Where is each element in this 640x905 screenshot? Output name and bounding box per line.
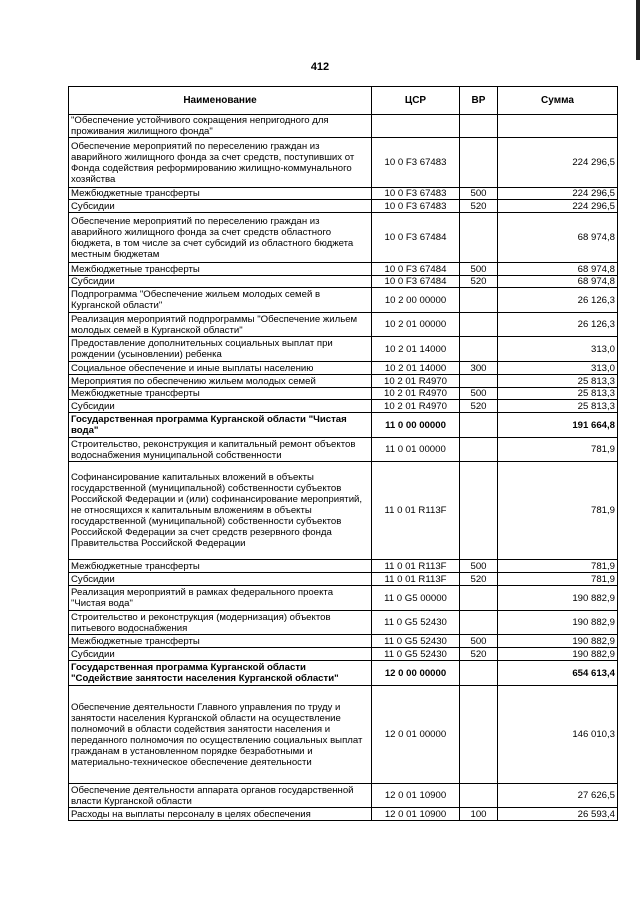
cell-vr: 520 bbox=[460, 400, 498, 413]
cell-sum: 654 613,4 bbox=[498, 661, 618, 686]
cell-vr bbox=[460, 462, 498, 560]
table-row bbox=[69, 648, 618, 661]
table-row bbox=[69, 388, 618, 400]
cell-name: Государственная программа Курганской области "Чистая вода" bbox=[69, 413, 372, 438]
cell-vr bbox=[460, 337, 498, 362]
cell-name: Субсидии bbox=[69, 200, 372, 213]
cell-sum: 146 010,3 bbox=[498, 686, 618, 784]
cell-sum: 190 882,9 bbox=[498, 611, 618, 635]
cell-vr: 520 bbox=[460, 573, 498, 586]
cell-name: Обеспечение мероприятий по переселению граждан из аварийного жилищного фонда за счет средств, поступивших от Фонда содействия реформированию жилищно-коммунального хозяйства bbox=[69, 138, 372, 188]
cell-sum: 25 813,3 bbox=[498, 375, 618, 388]
cell-sum: 190 882,9 bbox=[498, 635, 618, 648]
table-body bbox=[69, 115, 618, 821]
cell-name: Межбюджетные трансферты bbox=[69, 188, 372, 200]
table-row bbox=[69, 686, 618, 784]
cell-vr: 520 bbox=[460, 200, 498, 213]
table-row bbox=[69, 313, 618, 337]
table-row bbox=[69, 661, 618, 686]
cell-csr: 11 0 G5 52430 bbox=[372, 635, 460, 648]
cell-csr: 10 2 01 14000 bbox=[372, 362, 460, 375]
cell-name: Реализация мероприятий в рамках федерального проекта "Чистая вода" bbox=[69, 586, 372, 611]
cell-sum: 190 882,9 bbox=[498, 586, 618, 611]
table-row bbox=[69, 400, 618, 413]
cell-name: Расходы на выплаты персоналу в целях обеспечения bbox=[69, 808, 372, 821]
cell-name: Обеспечение мероприятий по переселению граждан из аварийного жилищного фонда за счет средств областного бюджета, в том числе за счет субсидий из областного бюджета местным бюджетам bbox=[69, 213, 372, 263]
cell-sum: 224 296,5 bbox=[498, 138, 618, 188]
cell-name: Субсидии bbox=[69, 276, 372, 288]
cell-sum: 68 974,8 bbox=[498, 276, 618, 288]
cell-vr bbox=[460, 375, 498, 388]
cell-sum: 68 974,8 bbox=[498, 263, 618, 276]
cell-csr: 11 0 01 00000 bbox=[372, 438, 460, 462]
table-row bbox=[69, 138, 618, 188]
cell-name: Межбюджетные трансферты bbox=[69, 560, 372, 573]
table-row bbox=[69, 362, 618, 375]
cell-sum: 25 813,3 bbox=[498, 388, 618, 400]
cell-sum: 781,9 bbox=[498, 573, 618, 586]
table-row bbox=[69, 375, 618, 388]
cell-vr bbox=[460, 661, 498, 686]
table-row bbox=[69, 560, 618, 573]
cell-vr: 500 bbox=[460, 388, 498, 400]
cell-vr bbox=[460, 138, 498, 188]
cell-sum: 26 126,3 bbox=[498, 313, 618, 337]
cell-vr bbox=[460, 213, 498, 263]
cell-sum: 224 296,5 bbox=[498, 200, 618, 213]
cell-csr: 12 0 01 10900 bbox=[372, 808, 460, 821]
table-row bbox=[69, 337, 618, 362]
cell-sum: 781,9 bbox=[498, 462, 618, 560]
cell-name: Обеспечение деятельности аппарата органов государственной власти Курганской области bbox=[69, 784, 372, 808]
cell-vr bbox=[460, 686, 498, 784]
cell-name: Субсидии bbox=[69, 400, 372, 413]
cell-sum: 68 974,8 bbox=[498, 213, 618, 263]
cell-sum: 27 626,5 bbox=[498, 784, 618, 808]
cell-vr bbox=[460, 586, 498, 611]
cell-csr: 10 2 01 00000 bbox=[372, 313, 460, 337]
cell-vr bbox=[460, 413, 498, 438]
cell-name: Строительство и реконструкция (модернизация) объектов питьевого водоснабжения bbox=[69, 611, 372, 635]
cell-csr: 11 0 G5 52430 bbox=[372, 648, 460, 661]
cell-vr bbox=[460, 784, 498, 808]
cell-csr: 10 0 F3 67484 bbox=[372, 263, 460, 276]
cell-csr: 11 0 00 00000 bbox=[372, 413, 460, 438]
cell-name: Реализация мероприятий подпрограммы "Обеспечение жильем молодых семей в Курганской области" bbox=[69, 313, 372, 337]
cell-name: Субсидии bbox=[69, 648, 372, 661]
cell-csr: 10 2 01 R4970 bbox=[372, 400, 460, 413]
cell-csr: 11 0 01 R113F bbox=[372, 560, 460, 573]
cell-sum: 190 882,9 bbox=[498, 648, 618, 661]
cell-csr: 10 0 F3 67484 bbox=[372, 276, 460, 288]
cell-name: "Обеспечение устойчивого сокращения непригодного для проживания жилищного фонда" bbox=[69, 115, 372, 138]
table-row bbox=[69, 188, 618, 200]
cell-sum: 313,0 bbox=[498, 337, 618, 362]
cell-sum: 26 126,3 bbox=[498, 288, 618, 313]
cell-vr bbox=[460, 115, 498, 138]
table-row bbox=[69, 586, 618, 611]
cell-csr: 10 0 F3 67483 bbox=[372, 188, 460, 200]
cell-csr: 10 0 F3 67483 bbox=[372, 200, 460, 213]
cell-name: Обеспечение деятельности Главного управления по труду и занятости населения Курганской области на осуществление полномочий в области содействия занятости населения и переданного полномочия по осуществлению социальных выплат гражданам в установленном порядке безработными и материально-техническое обеспечение деятельности bbox=[69, 686, 372, 784]
table-header-row bbox=[69, 87, 618, 115]
page-number: 412 bbox=[310, 61, 330, 73]
cell-csr: 11 0 G5 00000 bbox=[372, 586, 460, 611]
cell-name: Мероприятия по обеспечению жильем молодых семей bbox=[69, 375, 372, 388]
cell-vr bbox=[460, 313, 498, 337]
table-row bbox=[69, 438, 618, 462]
cell-csr: 11 0 G5 52430 bbox=[372, 611, 460, 635]
cell-sum bbox=[498, 115, 618, 138]
table-row bbox=[69, 784, 618, 808]
cell-sum: 191 664,8 bbox=[498, 413, 618, 438]
cell-name: Межбюджетные трансферты bbox=[69, 635, 372, 648]
cell-vr bbox=[460, 288, 498, 313]
cell-csr: 10 2 00 00000 bbox=[372, 288, 460, 313]
budget-table bbox=[68, 86, 618, 821]
header-csr: ЦСР bbox=[372, 87, 460, 115]
cell-csr: 10 2 01 R4970 bbox=[372, 388, 460, 400]
table-row bbox=[69, 573, 618, 586]
cell-name: Государственная программа Курганской области "Содействие занятости населения Курганской области" bbox=[69, 661, 372, 686]
cell-sum: 25 813,3 bbox=[498, 400, 618, 413]
cell-csr: 12 0 01 10900 bbox=[372, 784, 460, 808]
cell-name: Межбюджетные трансферты bbox=[69, 388, 372, 400]
table-row bbox=[69, 808, 618, 821]
page-edge-mark bbox=[636, 0, 640, 60]
cell-vr bbox=[460, 611, 498, 635]
cell-name: Строительство, реконструкция и капитальный ремонт объектов водоснабжения муниципальной собственности bbox=[69, 438, 372, 462]
cell-vr: 520 bbox=[460, 276, 498, 288]
cell-vr bbox=[460, 438, 498, 462]
cell-vr: 500 bbox=[460, 188, 498, 200]
cell-csr: 11 0 01 R113F bbox=[372, 462, 460, 560]
cell-name: Подпрограмма "Обеспечение жильем молодых семей в Курганской области" bbox=[69, 288, 372, 313]
cell-name: Софинансирование капитальных вложений в объекты государственной (муниципальной) собственности субъектов Российской Федерации и (или) софинансирование мероприятий, не относящихся к капитальным вложениям в объекты государственной (муниципальной) собственности субъектов Российской Федерации за счет средств резервного фонда Правительства Российской Федерации bbox=[69, 462, 372, 560]
table-row bbox=[69, 263, 618, 276]
header-sum: Сумма bbox=[498, 87, 618, 115]
table-row bbox=[69, 413, 618, 438]
table-row bbox=[69, 200, 618, 213]
cell-csr: 12 0 00 00000 bbox=[372, 661, 460, 686]
table-row bbox=[69, 462, 618, 560]
cell-csr: 10 0 F3 67484 bbox=[372, 213, 460, 263]
header-name: Наименование bbox=[69, 87, 372, 115]
cell-sum: 781,9 bbox=[498, 560, 618, 573]
header-vr: ВР bbox=[460, 87, 498, 115]
cell-csr: 10 2 01 R4970 bbox=[372, 375, 460, 388]
cell-csr: 10 2 01 14000 bbox=[372, 337, 460, 362]
cell-csr: 11 0 01 R113F bbox=[372, 573, 460, 586]
cell-sum: 313,0 bbox=[498, 362, 618, 375]
cell-vr: 500 bbox=[460, 263, 498, 276]
cell-sum: 26 593,4 bbox=[498, 808, 618, 821]
cell-vr: 500 bbox=[460, 560, 498, 573]
cell-name: Межбюджетные трансферты bbox=[69, 263, 372, 276]
cell-name: Субсидии bbox=[69, 573, 372, 586]
cell-name: Предоставление дополнительных социальных выплат при рождении (усыновлении) ребенка bbox=[69, 337, 372, 362]
cell-csr: 10 0 F3 67483 bbox=[372, 138, 460, 188]
cell-name: Социальное обеспечение и иные выплаты населению bbox=[69, 362, 372, 375]
cell-vr: 100 bbox=[460, 808, 498, 821]
table-row bbox=[69, 611, 618, 635]
cell-vr: 500 bbox=[460, 635, 498, 648]
table-row bbox=[69, 213, 618, 263]
cell-csr bbox=[372, 115, 460, 138]
table-row bbox=[69, 115, 618, 138]
cell-vr: 300 bbox=[460, 362, 498, 375]
cell-vr: 520 bbox=[460, 648, 498, 661]
cell-sum: 781,9 bbox=[498, 438, 618, 462]
table-row bbox=[69, 288, 618, 313]
table-row bbox=[69, 635, 618, 648]
table-row bbox=[69, 276, 618, 288]
cell-sum: 224 296,5 bbox=[498, 188, 618, 200]
cell-csr: 12 0 01 00000 bbox=[372, 686, 460, 784]
